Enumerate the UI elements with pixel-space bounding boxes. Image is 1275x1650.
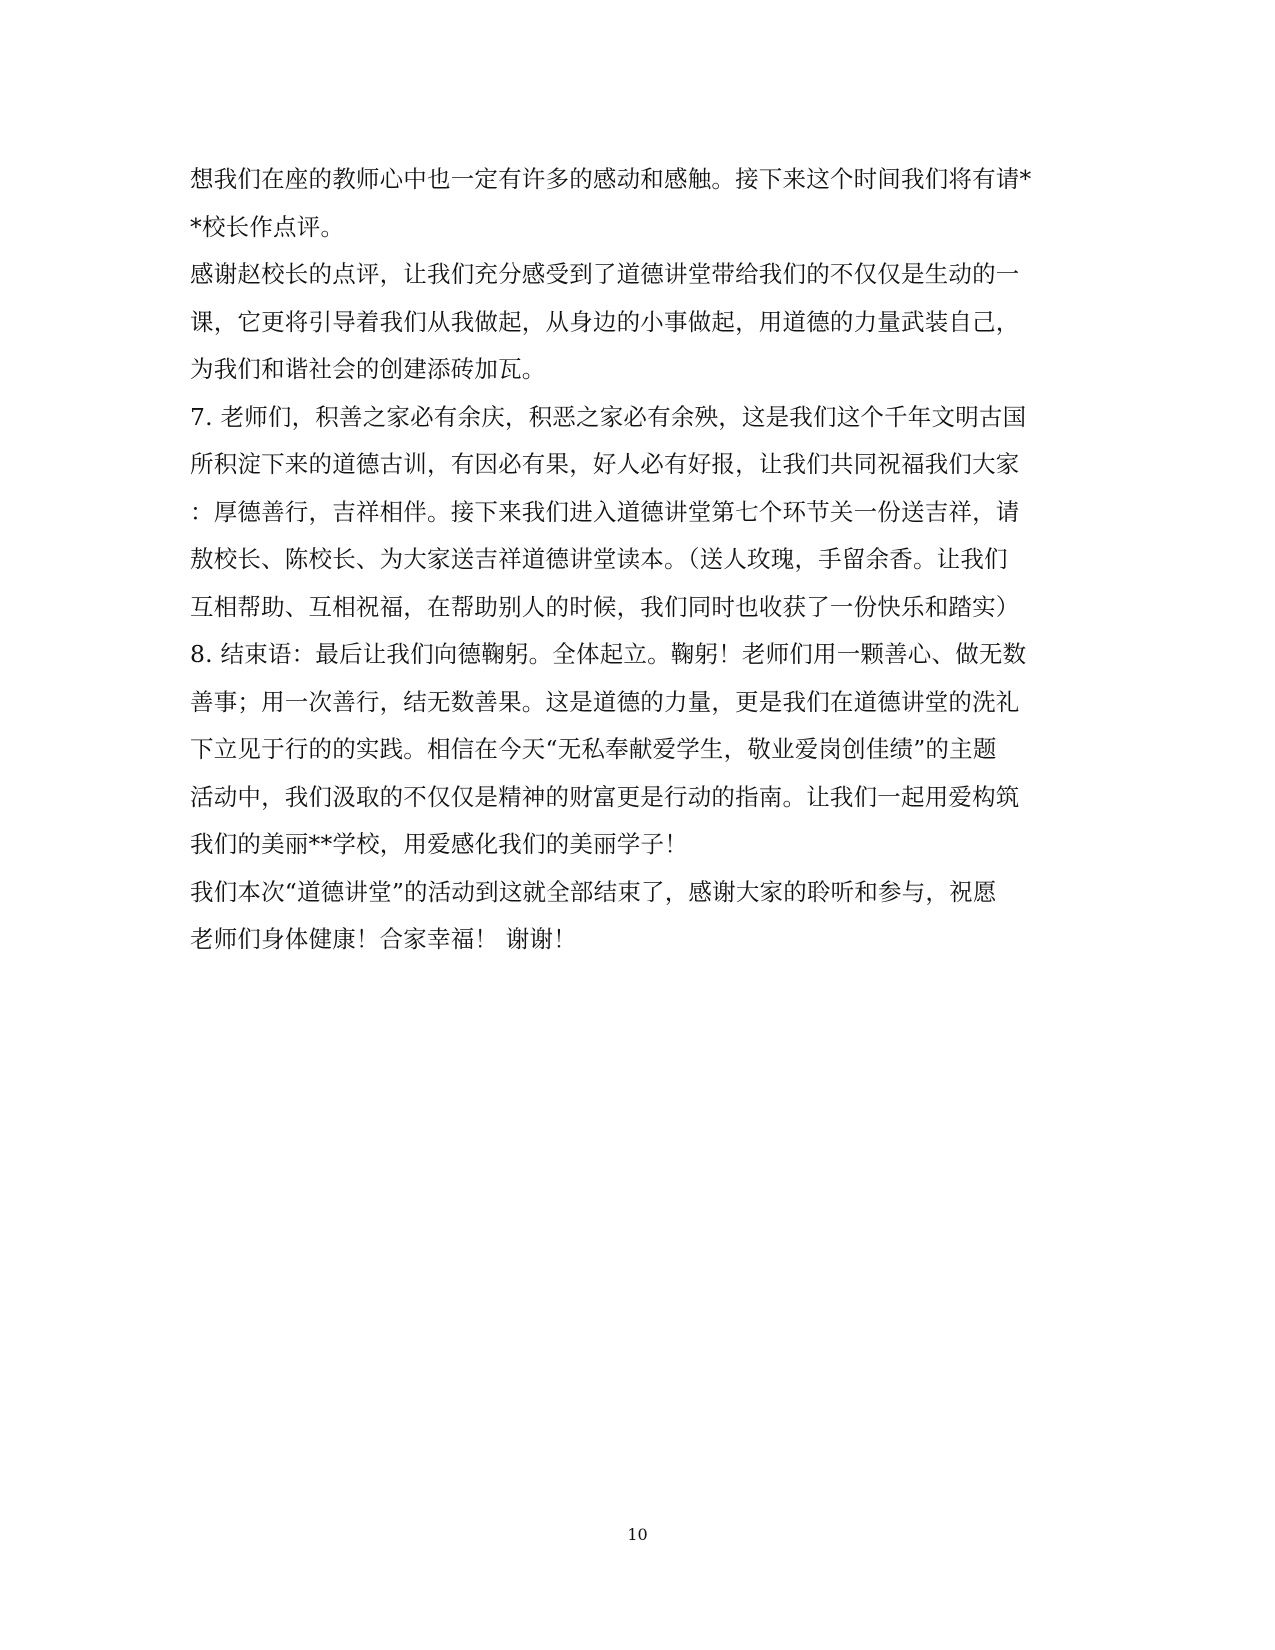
text-line: 8. 结束语：最后让我们向德鞠躬。全体起立。鞠躬！老师们用一颗善心、做无数	[190, 640, 1027, 668]
text-line: 我们的美丽**学校，用爱感化我们的美丽学子！	[190, 830, 688, 858]
text-line: 互相帮助、互相祝福，在帮助别人的时候，我们同时也收获了一份快乐和踏实）	[190, 592, 1020, 621]
text-line: 感谢赵校长的点评，让我们充分感受到了道德讲堂带给我们的不仅仅是生动的一	[190, 260, 1020, 288]
text-line: ：厚德善行，吉祥相伴。接下来我们进入道德讲堂第七个环节关一份送吉祥，请	[190, 497, 1020, 526]
text-line: 为我们和谐社会的创建添砖加瓦。	[190, 355, 546, 383]
text-line: 敖校长、陈校长、为大家送吉祥道德讲堂读本。（送人玫瑰，手留余香。让我们	[190, 545, 1008, 573]
text-line: 我们本次“道德讲堂”的活动到这就全部结束了，感谢大家的聆听和参与，祝愿	[190, 877, 997, 906]
text-line: 老师们身体健康！合家幸福！ 谢谢！	[190, 925, 577, 953]
text-line: 所积淀下来的道德古训，有因必有果，好人必有好报，让我们共同祝福我们大家	[190, 450, 1020, 478]
text-line: 善事；用一次善行，结无数善果。这是道德的力量，更是我们在道德讲堂的洗礼	[190, 687, 1020, 716]
text-line: *校长作点评。	[190, 212, 345, 241]
text-line: 活动中，我们汲取的不仅仅是精神的财富更是行动的指南。让我们一起用爱构筑	[190, 782, 1020, 811]
text-line: 想我们在座的教师心中也一定有许多的感动和感触。接下来这个时间我们将有请*	[190, 165, 1032, 193]
text-line: 下立见于行的的实践。相信在今天“无私奉献爱学生，敬业爱岗创佳绩”的主题	[190, 735, 997, 763]
body-text	[190, 156, 1090, 964]
text-line: 课，它更将引导着我们从我做起，从身边的小事做起，用道德的力量武装自己，	[190, 307, 1020, 336]
page-number: 10	[627, 1525, 648, 1544]
text-line: 7. 老师们，积善之家必有余庆，积恶之家必有余殃，这是我们这个千年文明古国	[190, 402, 1027, 431]
